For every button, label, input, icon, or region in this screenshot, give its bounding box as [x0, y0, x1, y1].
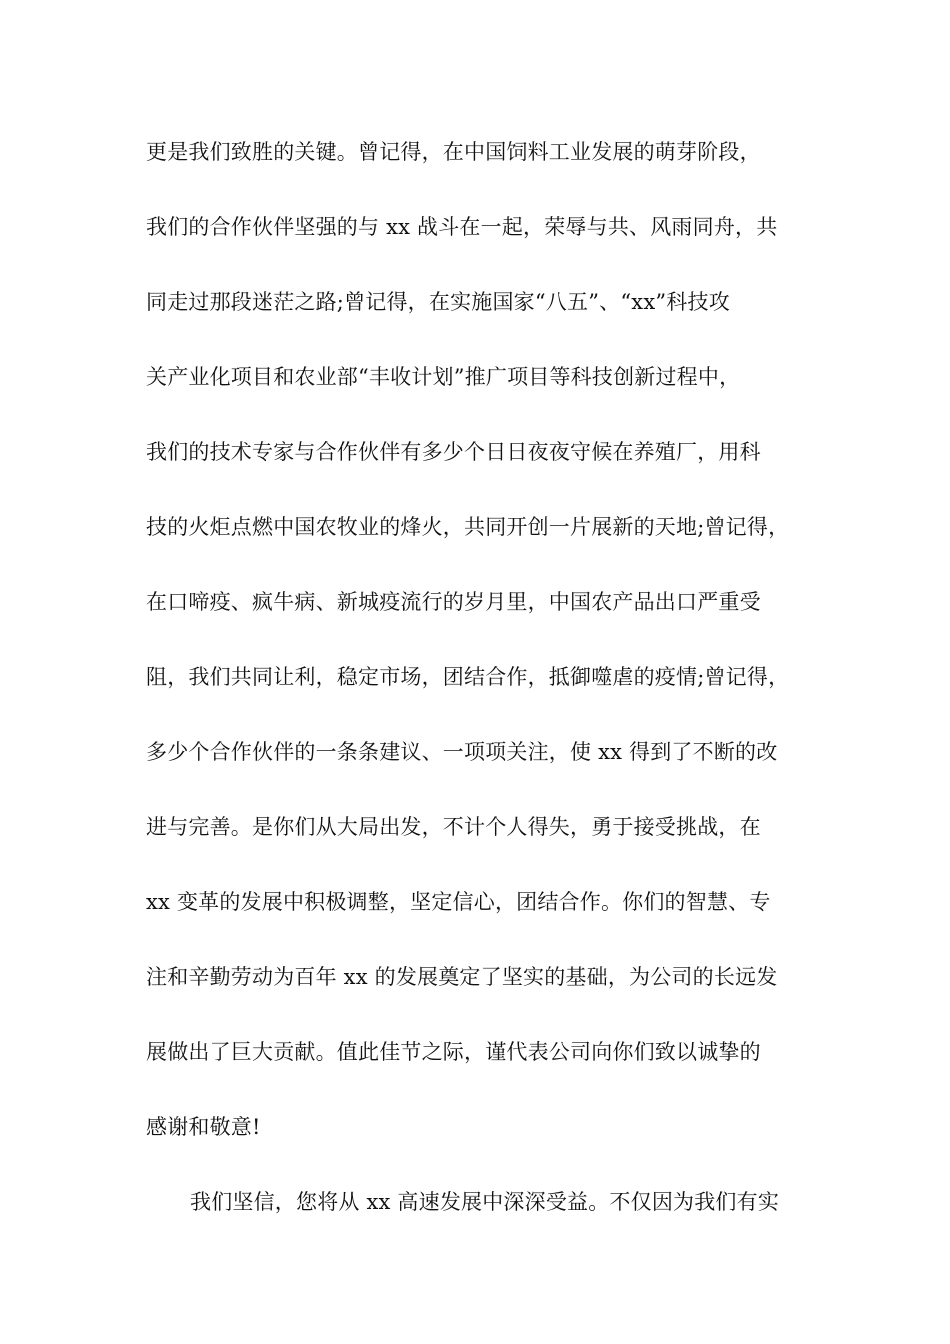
paragraph-line: 技的火炬点燃中国农牧业的烽火，共同开创一片展新的天地;曾记得，: [146, 515, 790, 539]
paragraph-line: 我们的合作伙伴坚强的与 xx 战斗在一起，荣辱与共、风雨同舟，共: [146, 215, 778, 239]
paragraph-line: 感谢和敬意!: [146, 1115, 261, 1139]
paragraph-line: 在口啼疫、疯牛病、新城疫流行的岁月里，中国农产品出口严重受: [146, 590, 761, 614]
paragraph-line: 阻，我们共同让利，稳定市场，团结合作，抵御噬虐的疫情;曾记得，: [146, 665, 790, 689]
paragraph-line: 同走过那段迷茫之路;曾记得，在实施国家“八五”、“xx”科技攻: [146, 290, 730, 314]
paragraph-line: 注和辛勤劳动为百年 xx 的发展奠定了坚实的基础，为公司的长远发: [146, 965, 778, 989]
paragraph-line: 我们的技术专家与合作伙伴有多少个日日夜夜守候在养殖厂，用科: [146, 440, 761, 464]
paragraph-line: 展做出了巨大贡献。值此佳节之际，谨代表公司向你们致以诚挚的: [146, 1040, 761, 1064]
paragraph-line-indented: 我们坚信，您将从 xx 高速发展中深深受益。不仅因为我们有实: [190, 1190, 780, 1214]
paragraph-line: 关产业化项目和农业部“丰收计划”推广项目等科技创新过程中，: [146, 365, 741, 389]
paragraph-line: 更是我们致胜的关键。曾记得，在中国饲料工业发展的萌芽阶段，: [146, 140, 761, 164]
paragraph-line: 多少个合作伙伴的一条条建议、一项项关注，使 xx 得到了不断的改: [146, 740, 778, 764]
paragraph-line: xx 变革的发展中积极调整，坚定信心，团结合作。你们的智慧、专: [146, 890, 771, 914]
paragraph-line: 进与完善。是你们从大局出发，不计个人得失，勇于接受挑战，在: [146, 815, 761, 839]
